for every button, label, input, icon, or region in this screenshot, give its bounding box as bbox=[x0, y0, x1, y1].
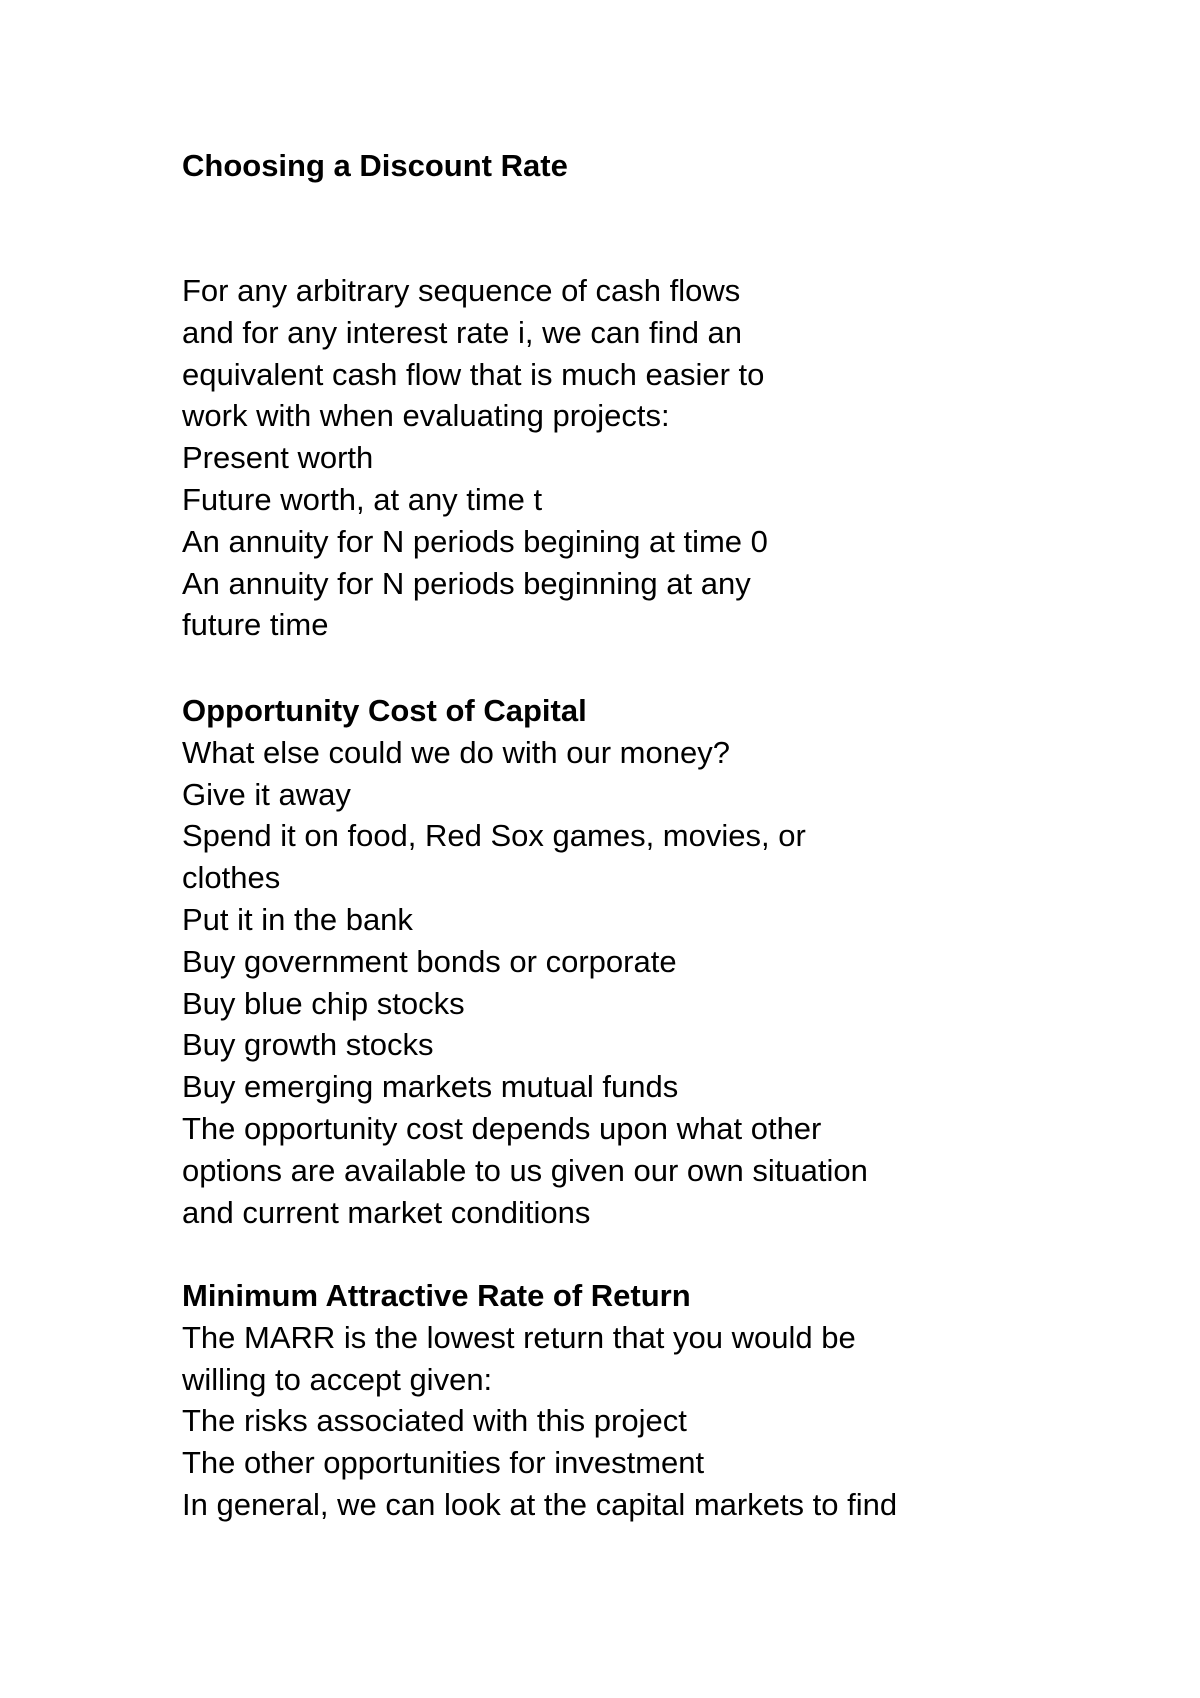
opportunity-line: Buy blue chip stocks bbox=[182, 985, 465, 1021]
section-heading: Opportunity Cost of Capital bbox=[182, 693, 587, 728]
opportunity-line: Put it in the bank bbox=[182, 901, 413, 937]
intro-section bbox=[182, 270, 1062, 646]
marr-line: The MARR is the lowest return that you would be bbox=[182, 1319, 856, 1355]
marr-line: In general, we can look at the capital markets to find bbox=[182, 1486, 898, 1522]
opportunity-line: options are available to us given our own situation bbox=[182, 1152, 868, 1188]
marr-line: willing to accept given: bbox=[182, 1361, 493, 1397]
intro-line: work with when evaluating projects: bbox=[182, 398, 670, 434]
intro-line: equivalent cash flow that is much easier to bbox=[182, 356, 765, 392]
opportunity-line: What else could we do with our money? bbox=[182, 734, 730, 770]
opportunity-line: Buy growth stocks bbox=[182, 1027, 434, 1063]
intro-line: For any arbitrary sequence of cash flows bbox=[182, 273, 741, 308]
opportunity-line: clothes bbox=[182, 860, 281, 896]
intro-line: future time bbox=[182, 607, 329, 643]
marr-line: The risks associated with this project bbox=[182, 1403, 687, 1439]
intro-line: and for any interest rate i, we can find an bbox=[182, 314, 743, 350]
intro-line: An annuity for N periods begining at time 0 bbox=[182, 523, 768, 559]
opportunity-line: Buy government bonds or corporate bbox=[182, 943, 677, 979]
section-heading: Minimum Attractive Rate of Return bbox=[182, 1278, 691, 1313]
intro-line: An annuity for N periods beginning at any bbox=[182, 565, 751, 601]
marr-section bbox=[182, 1275, 1062, 1526]
document-title: Choosing a Discount Rate bbox=[182, 148, 568, 183]
marr-line: The other opportunities for investment bbox=[182, 1445, 705, 1481]
intro-line: Future worth, at any time t bbox=[182, 481, 543, 517]
opportunity-line: Spend it on food, Red Sox games, movies, or bbox=[182, 818, 806, 854]
opportunity-line: The opportunity cost depends upon what other bbox=[182, 1110, 822, 1146]
opportunity-line: and current market conditions bbox=[182, 1194, 591, 1230]
opportunity-line: Give it away bbox=[182, 776, 351, 812]
opportunity-line: Buy emerging markets mutual funds bbox=[182, 1069, 679, 1105]
intro-line: Present worth bbox=[182, 440, 374, 476]
opportunity-cost-section bbox=[182, 690, 1062, 1233]
